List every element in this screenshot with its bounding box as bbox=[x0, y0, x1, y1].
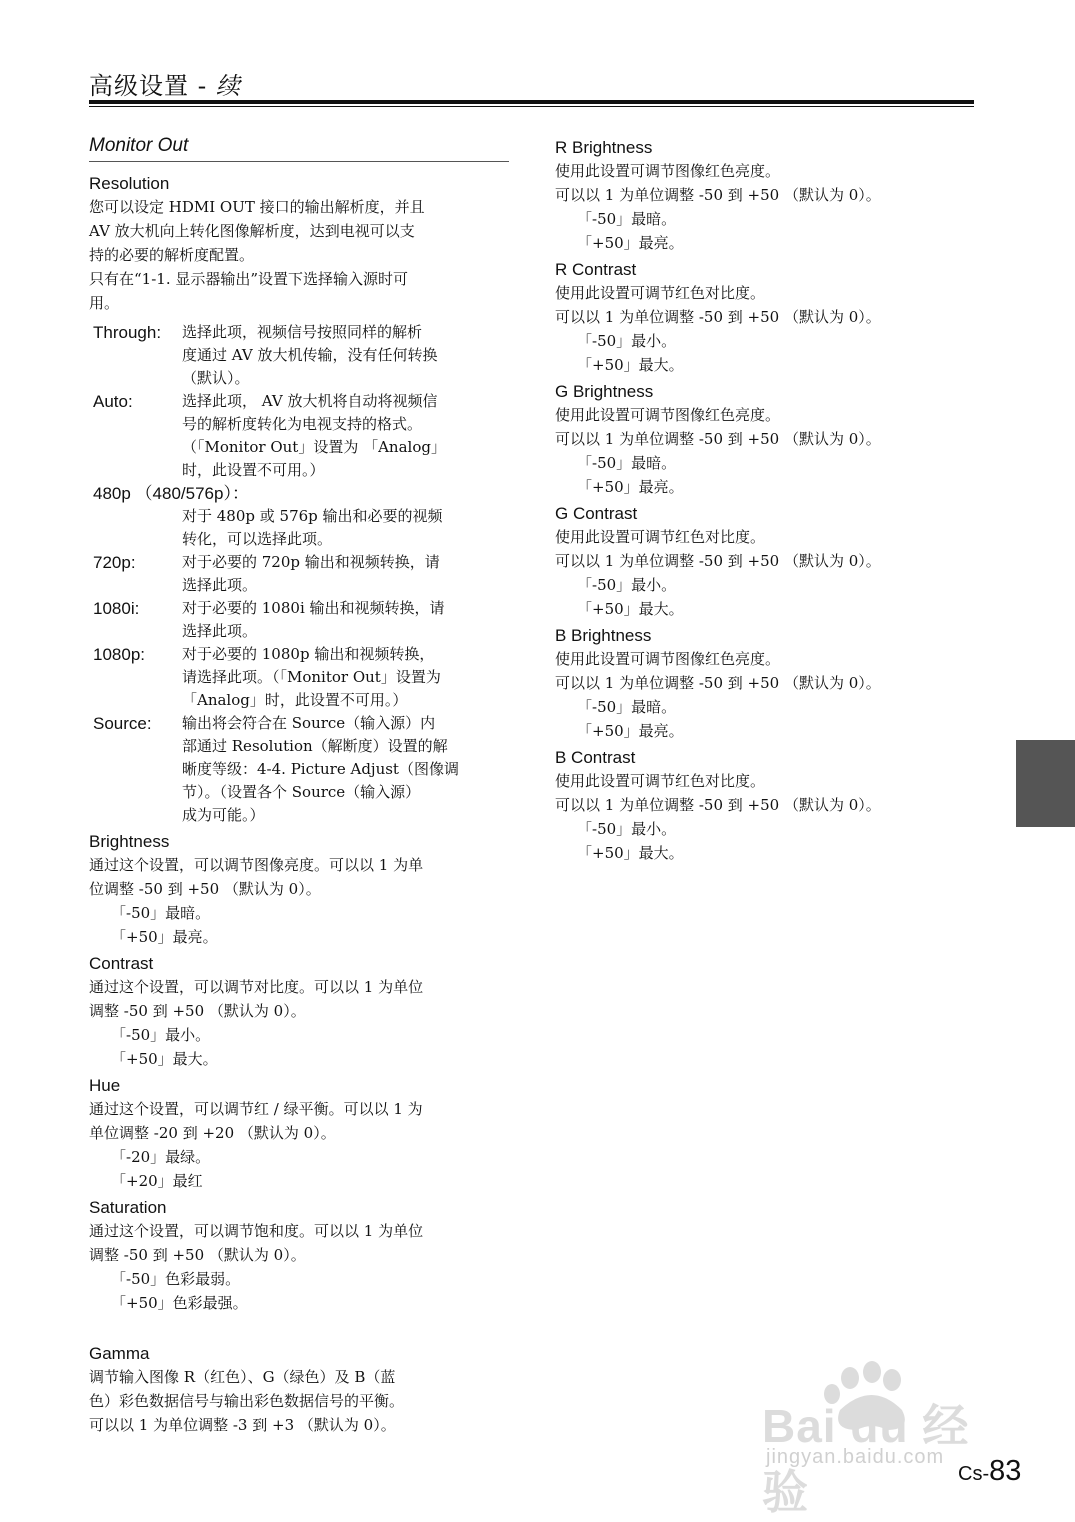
setting-heading: G Brightness bbox=[555, 382, 654, 401]
option-desc-line: 对于必要的 1080p 输出和视频转换， bbox=[182, 645, 435, 663]
setting-value-item: 「-50」最暗。 bbox=[577, 210, 677, 228]
setting-value-item: 「+50」最大。 bbox=[111, 1050, 218, 1068]
left-column bbox=[89, 130, 509, 1437]
resolution-intro bbox=[89, 195, 509, 315]
option-label: 1080i: bbox=[93, 599, 140, 618]
option-desc bbox=[182, 597, 509, 643]
option-desc-line: （默认）。 bbox=[182, 369, 250, 387]
option-desc-line: 对于必要的 1080i 输出和视频转换，请 bbox=[182, 599, 445, 617]
resolution-option bbox=[89, 482, 509, 505]
resolution-option bbox=[89, 390, 509, 482]
page-number bbox=[958, 1455, 1021, 1488]
setting-value-item: 「+50」最亮。 bbox=[577, 722, 684, 740]
option-desc bbox=[182, 390, 509, 482]
setting-group bbox=[555, 503, 955, 621]
right-settings bbox=[555, 137, 955, 865]
setting-value-item: 「+50」最大。 bbox=[577, 600, 684, 618]
resolution-option bbox=[89, 597, 509, 643]
setting-group bbox=[555, 259, 955, 377]
setting-value-item: 「-50」最小。 bbox=[577, 820, 677, 838]
setting-group bbox=[89, 1075, 509, 1193]
option-desc bbox=[182, 643, 509, 712]
option-label: 720p: bbox=[93, 553, 136, 572]
option-desc-line: 度通过 AV 放大机传输，没有任何转换 bbox=[182, 346, 438, 364]
setting-value-item: 「+50」最大。 bbox=[577, 844, 684, 862]
option-label: Source: bbox=[93, 714, 152, 733]
heading-gamma: Gamma bbox=[89, 1344, 150, 1363]
setting-value-item: 「-50」最暗。 bbox=[111, 904, 211, 922]
option-label: Through: bbox=[93, 323, 162, 342]
option-desc-line: （「Monitor Out」设置为 「Analog」 bbox=[182, 438, 446, 456]
setting-value-item: 「-50」最小。 bbox=[577, 576, 677, 594]
option-desc-line: 选择此项， AV 放大机将自动将视频信 bbox=[182, 392, 438, 410]
header-rule-thick bbox=[89, 100, 974, 104]
setting-value-item: 「-50」最暗。 bbox=[577, 698, 677, 716]
option-desc-line: 输出将会符合在 Source（输入源）内 bbox=[182, 714, 436, 732]
option-desc bbox=[182, 551, 509, 597]
option-label: 480p （480/576p）： bbox=[93, 484, 249, 503]
setting-group bbox=[555, 381, 955, 499]
page-prefix: Cs- bbox=[958, 1463, 990, 1485]
setting-desc-line: 使用此设置可调节红色对比度。 bbox=[555, 772, 766, 790]
resolution-option bbox=[89, 321, 509, 390]
setting-desc-line: 使用此设置可调节图像红色亮度。 bbox=[555, 406, 781, 424]
watermark-url: jingyan.baidu.com bbox=[766, 1446, 945, 1468]
watermark-brand: Bai du 经验 bbox=[762, 1400, 970, 1518]
chapter-side-tab bbox=[1016, 740, 1075, 827]
left-settings bbox=[89, 831, 509, 1315]
gamma-description bbox=[89, 1365, 509, 1437]
setting-desc-line: 通过这个设置，可以调节图像亮度。可以以 1 为单 bbox=[89, 856, 424, 874]
option-desc-line: 选择此项。 bbox=[182, 576, 258, 594]
header-separator: - bbox=[189, 72, 216, 100]
option-desc bbox=[182, 321, 509, 390]
option-desc-line: 号的解析度转化为电视支持的格式。 bbox=[182, 415, 423, 433]
header-continued: 续 bbox=[215, 72, 241, 100]
setting-heading: G Contrast bbox=[555, 504, 638, 523]
setting-heading: Hue bbox=[89, 1076, 121, 1095]
setting-value-item: 「+50」最亮。 bbox=[577, 478, 684, 496]
option-desc-line: 对于必要的 720p 输出和视频转换，请 bbox=[182, 553, 440, 571]
setting-value-item: 「+50」最大。 bbox=[577, 356, 684, 374]
setting-desc-line: 可以以 1 为单位调整 -50 到 +50 （默认为 0）。 bbox=[555, 430, 881, 448]
setting-group bbox=[555, 137, 955, 255]
setting-desc-line: 调整 -50 到 +50 （默认为 0）。 bbox=[89, 1002, 306, 1020]
resolution-intro-line: 您可以设定 HDMI OUT 接口的输出解析度，并且 bbox=[89, 198, 425, 216]
gamma-desc-line: 可以以 1 为单位调整 -3 到 +3 （默认为 0）。 bbox=[89, 1416, 396, 1434]
setting-desc-line: 使用此设置可调节图像红色亮度。 bbox=[555, 650, 781, 668]
gamma-desc-line: 调节输入图像 R（红色）、G（绿色）及 B（蓝 bbox=[89, 1368, 396, 1386]
resolution-option bbox=[89, 643, 509, 712]
option-desc bbox=[182, 712, 509, 827]
setting-value-item: 「-50」色彩最弱。 bbox=[111, 1270, 241, 1288]
setting-desc-line: 可以以 1 为单位调整 -50 到 +50 （默认为 0）。 bbox=[555, 552, 881, 570]
header-title-text: 高级设置 bbox=[89, 72, 189, 100]
setting-desc-line: 使用此设置可调节红色对比度。 bbox=[555, 528, 766, 546]
setting-value-item: 「+20」最红 bbox=[111, 1172, 203, 1190]
resolution-option bbox=[89, 551, 509, 597]
resolution-intro-line: 只有在“1-1. 显示器输出”设置下选择输入源时可 bbox=[89, 270, 409, 288]
setting-desc-line: 调整 -50 到 +50 （默认为 0）。 bbox=[89, 1246, 306, 1264]
setting-group bbox=[555, 625, 955, 743]
option-desc-line: 请选择此项。（「Monitor Out」设置为 bbox=[182, 668, 441, 686]
header-rule-thin bbox=[89, 106, 974, 107]
page-number-value: 83 bbox=[989, 1455, 1022, 1487]
setting-desc-line: 使用此设置可调节图像红色亮度。 bbox=[555, 162, 781, 180]
option-label: Auto: bbox=[93, 392, 133, 411]
setting-desc-line: 使用此设置可调节红色对比度。 bbox=[555, 284, 766, 302]
gamma-desc-line: 色）彩色数据信号与输出彩色数据信号的平衡。 bbox=[89, 1392, 405, 1410]
option-label: 1080p: bbox=[93, 645, 145, 664]
setting-group bbox=[89, 953, 509, 1071]
setting-group bbox=[89, 831, 509, 949]
option-desc-line: 时，此设置不可用。） bbox=[182, 461, 325, 479]
option-desc-line: 部通过 Resolution（解断度）设置的解 bbox=[182, 737, 448, 755]
option-desc-line: 选择此项，视频信号按照同样的解析 bbox=[182, 323, 423, 341]
page-header-title bbox=[89, 66, 241, 101]
setting-desc-line: 位调整 -50 到 +50 （默认为 0）。 bbox=[89, 880, 321, 898]
setting-value-item: 「+50」色彩最强。 bbox=[111, 1294, 248, 1312]
resolution-options bbox=[89, 321, 509, 827]
setting-value-item: 「-50」最小。 bbox=[111, 1026, 211, 1044]
option-desc-line: 对于 480p 或 576p 输出和必要的视频 bbox=[182, 507, 443, 525]
resolution-intro-line: 持的必要的解析度配置。 bbox=[89, 246, 255, 264]
setting-desc-line: 单位调整 -20 到 +20 （默认为 0）。 bbox=[89, 1124, 336, 1142]
setting-value-item: 「+50」最亮。 bbox=[111, 928, 218, 946]
setting-desc-line: 可以以 1 为单位调整 -50 到 +50 （默认为 0）。 bbox=[555, 674, 881, 692]
setting-value-item: 「-20」最绿。 bbox=[111, 1148, 211, 1166]
right-column bbox=[555, 133, 955, 865]
setting-value-item: 「-50」最暗。 bbox=[577, 454, 677, 472]
setting-value-item: 「-50」最小。 bbox=[577, 332, 677, 350]
setting-heading: Contrast bbox=[89, 954, 154, 973]
resolution-intro-line: AV 放大机向上转化图像解析度，达到电视可以支 bbox=[89, 222, 415, 240]
resolution-intro-line: 用。 bbox=[89, 294, 120, 312]
option-desc-line: 转化，可以选择此项。 bbox=[182, 530, 333, 548]
setting-heading: B Contrast bbox=[555, 748, 636, 767]
resolution-option bbox=[89, 712, 509, 827]
spacer bbox=[89, 1315, 509, 1339]
setting-heading: R Contrast bbox=[555, 260, 637, 279]
setting-desc-line: 通过这个设置，可以调节饱和度。可以以 1 为单位 bbox=[89, 1222, 424, 1240]
setting-value-item: 「+50」最亮。 bbox=[577, 234, 684, 252]
setting-desc-line: 通过这个设置，可以调节对比度。可以以 1 为单位 bbox=[89, 978, 424, 996]
setting-heading: Brightness bbox=[89, 832, 170, 851]
option-desc-line: 晰度等级：4-4. Picture Adjust（图像调 bbox=[182, 760, 459, 778]
setting-heading: R Brightness bbox=[555, 138, 653, 157]
setting-group bbox=[555, 747, 955, 865]
setting-group bbox=[89, 1197, 509, 1315]
setting-desc-line: 通过这个设置，可以调节红 / 绿平衡。可以以 1 为 bbox=[89, 1100, 423, 1118]
section-title-monitor-out: Monitor Out bbox=[89, 135, 509, 162]
option-desc-line: 节）。（设置各个 Source（输入源） bbox=[182, 783, 421, 801]
option-desc-line: 成为可能。） bbox=[182, 806, 265, 824]
option-desc-line: 选择此项。 bbox=[182, 622, 258, 640]
heading-resolution: Resolution bbox=[89, 174, 170, 193]
setting-desc-line: 可以以 1 为单位调整 -50 到 +50 （默认为 0）。 bbox=[555, 308, 881, 326]
option-desc-line: 「Analog」时，此设置不可用。） bbox=[182, 691, 408, 709]
setting-heading: B Brightness bbox=[555, 626, 652, 645]
setting-desc-line: 可以以 1 为单位调整 -50 到 +50 （默认为 0）。 bbox=[555, 796, 881, 814]
setting-heading: Saturation bbox=[89, 1198, 167, 1217]
setting-desc-line: 可以以 1 为单位调整 -50 到 +50 （默认为 0）。 bbox=[555, 186, 881, 204]
